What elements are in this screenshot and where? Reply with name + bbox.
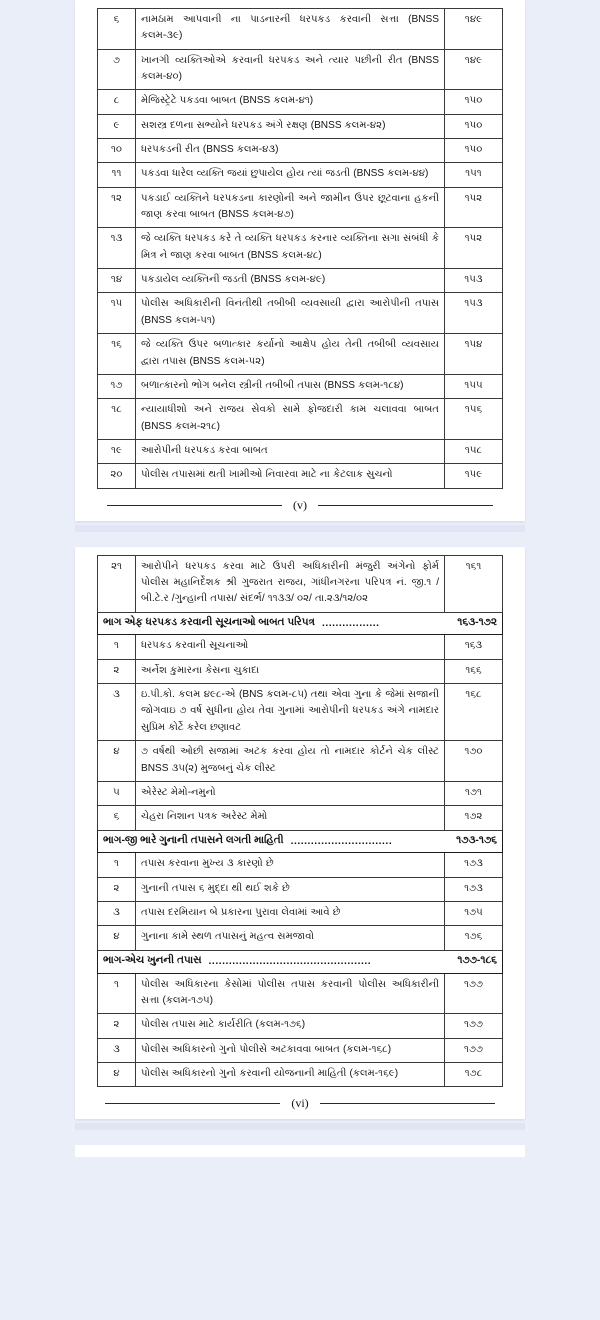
row-page-number: ૧૪૯ [445,49,503,90]
row-page-number: ૧૭૬ [445,926,503,950]
folio-rule-left [107,505,282,506]
row-page-number: ૧૫૫ [445,374,503,398]
row-page-number: ૧૭૭ [445,973,503,1014]
row-serial: ૨ [98,1014,136,1038]
section-header-line [103,615,497,632]
page-separator-band [75,525,525,532]
row-page-number: ૧૫૪ [445,334,503,375]
folio-rule-left [105,1103,280,1104]
document-page-vi [75,547,525,1120]
row-title: પોલીસ તપાસ માટે કાર્યરીતિ (કલમ-૧૭૬) [136,1014,445,1038]
table-row [98,374,503,398]
page-folio [97,1096,503,1111]
row-serial: ૧ [98,853,136,877]
index-table-page-vi [97,555,503,1088]
row-page-number: ૧૫૧ [445,163,503,187]
section-label: ભાગ-એચ ખુનની તપાસ [103,954,202,966]
page-separator [0,525,600,547]
table-row [98,659,503,683]
table-row [98,334,503,375]
folio-number: (v) [293,497,307,512]
row-page-number: ૧૫૦ [445,114,503,138]
row-title: પોલીસ અધિકારીની વિનંતીથી તબીબી વ્યવસાયી દ્વારા આરોપીની તપાસ (BNSS કલમ-૫૧) [136,293,445,334]
index-table-body [98,9,503,489]
row-page-number: ૧૭૩ [445,877,503,901]
row-page-number: ૧૫૩ [445,293,503,334]
row-page-number: ૧૭૩ [445,853,503,877]
index-table-body [98,555,503,1087]
row-serial: ૫ [98,781,136,805]
row-page-number: ૧૭૧ [445,781,503,805]
row-page-number: ૧૬૩ [445,635,503,659]
row-title: મેજિસ્ટ્રેટે પકડવા બાબત (BNSS કલમ-૪૧) [136,90,445,114]
row-title: અર્નેશ કુમારના કેસના ચુકાદા [136,659,445,683]
table-row [98,464,503,488]
row-page-number: ૧૫૬ [445,399,503,440]
page-folio [97,498,503,513]
row-page-number: ૧૭૮ [445,1062,503,1086]
row-serial: ૧૮ [98,399,136,440]
row-title: તપાસ કરવાના મુખ્ય ૩ કારણો છે [136,853,445,877]
row-title: ગુનાની તપાસ ૬ મુદ્દા થી થઈ શકે છે [136,877,445,901]
table-row [98,269,503,293]
page-separator [0,1123,600,1145]
row-serial: ૧૭ [98,374,136,398]
table-row [98,684,503,741]
folio-rule-right [318,505,493,506]
section-label: ભાગ એફ ધરપકડ કરવાની સૂચનાઓ બાબત પરિપત્ર [103,616,315,628]
row-title: ધરપકડ કરવાની સૂચનાઓ [136,635,445,659]
row-serial: ૧૬ [98,334,136,375]
row-title: પોલીસ અધિકારનો ગુનો કરવાની યોજનાની માહિતી (કલમ-૧૬૯) [136,1062,445,1086]
row-title: પકડવા ધારેલ વ્યક્તિ જયાં છુપાયેલ હોય ત્યાં જડતી (BNSS કલમ-૪૪) [136,163,445,187]
document-page-v [75,0,525,521]
table-row [98,114,503,138]
row-title: એરેસ્ટ મેમો-નમુનો [136,781,445,805]
row-page-number: ૧૭૨ [445,806,503,830]
row-title: ગુનાના કામે સ્થળ તપાસનું મહત્વ સમજાવો [136,926,445,950]
row-title: ન્યાયાધીશો અને રાજય સેવકો સામે ફોજદારી કામ ચલાવવા બાબત (BNSS કલમ-૨૧૮) [136,399,445,440]
index-table-page-v [97,8,503,489]
row-serial: ૪ [98,926,136,950]
row-serial: ૧૫ [98,293,136,334]
row-title: આરોપીની ધરપકડ કરવા બાબત [136,439,445,463]
row-serial: ૨ [98,659,136,683]
row-title: ચેહરા નિશાન પત્રક અરેસ્ટ મેમો [136,806,445,830]
row-serial: ૧ [98,635,136,659]
row-page-number: ૧૬૬ [445,659,503,683]
row-serial: ૨૦ [98,464,136,488]
row-page-number: ૧૫૦ [445,90,503,114]
row-serial: ૧૨ [98,187,136,228]
row-title: પકડાયેલ વ્યક્તિની જડતી (BNSS કલમ-૪૯) [136,269,445,293]
section-header-cell [98,950,503,973]
row-page-number: ૧૫૨ [445,228,503,269]
table-row [98,781,503,805]
table-row [98,926,503,950]
row-page-number: ૧૫૨ [445,187,503,228]
table-row [98,1014,503,1038]
section-header-cell [98,830,503,853]
row-serial: ૧૧ [98,163,136,187]
section-dot-leader: ................. [321,617,380,629]
row-page-number: ૧૫૦ [445,139,503,163]
row-serial: ૨ [98,877,136,901]
section-header-line [103,953,497,970]
table-row [98,90,503,114]
table-row [98,1062,503,1086]
section-page-range: ૧૬૩-૧૭૨ [457,616,497,628]
row-page-number: ૧૫૮ [445,439,503,463]
row-serial: ૩ [98,1038,136,1062]
row-title: પકડાઈ વ્યક્તિને ધરપકડના કારણોની અને જામીન ઉપર છૂટવાના હકની જાણ કરવા બાબત (BNSS કલમ-૪૭) [136,187,445,228]
section-header-row [98,830,503,853]
table-row [98,635,503,659]
row-serial: ૪ [98,741,136,782]
row-title: પોલીસ તપાસમાં થતી ખામીઓ નિવારવા માટે ના કેટલાક સુચનો [136,464,445,488]
row-title: ખાનગી વ્યક્તિઓએ કરવાની ધરપકડ અને ત્યાર પછીની રીત (BNSS કલમ-૪૦) [136,49,445,90]
section-page-range: ૧૭૩-૧૭૬ [456,834,497,846]
table-row [98,973,503,1014]
table-row [98,853,503,877]
row-title: ઇ.પી.કો. કલમ ૪૯૮-એ (BNS કલમ-૮૫) તથા એવા ગુના કે જેમાં સજાની જોગવાઇ ૭ વર્ષ સુધીના હોય તેવા ગુનામાં આરોપીની ધરપકડ અંગે નામદાર સુપ્રિમ કોર્ટે કરેલ છણાવટ [136,684,445,741]
row-page-number: ૧૭૦ [445,741,503,782]
row-serial: ૬ [98,806,136,830]
document-page-next-partial [75,1145,525,1157]
section-page-range: ૧૭૭-૧૮૬ [457,954,497,966]
table-row [98,9,503,50]
folio-number: (vi) [291,1096,309,1111]
table-row [98,439,503,463]
row-title: પોલીસ અધિકારનો ગુનો પોલીસે અટકાવવા બાબત (કલમ-૧૬૮) [136,1038,445,1062]
row-title: જે વ્યક્તિ ધરપકડ કરે તે વ્યક્તિ ધરપકડ કરનાર વ્યક્તિના સગા સંબંધી કે મિત્ર ને જાણ કરવા બાબત (BNSS કલમ-૪૮) [136,228,445,269]
row-title: ૭ વર્ષથી ઓછી સજામાં અટક કરવા હોય તો નામદાર કોર્ટને ચેક લીસ્ટ BNSS ૩૫(૨) મુજબનું ચેક લીસ્ટ [136,741,445,782]
table-row [98,877,503,901]
section-label: ભાગ-જી ભારે ગુનાની તપાસને લગતી માહિતી [103,834,284,846]
table-row [98,399,503,440]
row-page-number: ૧૬૧ [445,555,503,612]
row-title: ધરપકડની રીત (BNSS કલમ-૪૩) [136,139,445,163]
row-page-number: ૧૭૫ [445,902,503,926]
row-serial: ૧૦ [98,139,136,163]
folio-rule-right [320,1103,495,1104]
row-page-number: ૧૭૭ [445,1014,503,1038]
row-serial: ૧૯ [98,439,136,463]
row-serial: ૪ [98,1062,136,1086]
section-header-row [98,950,503,973]
table-row [98,555,503,612]
row-serial: ૧૩ [98,228,136,269]
table-row [98,806,503,830]
page-separator-band [75,1123,525,1130]
row-serial: ૧ [98,973,136,1014]
table-row [98,902,503,926]
table-row [98,741,503,782]
row-title: તપાસ દરમિયાન બે પ્રકારના પુરાવા લેવામાં આવે છે [136,902,445,926]
section-header-line [103,833,497,850]
row-serial: ૩ [98,902,136,926]
row-page-number: ૧૫૯ [445,464,503,488]
section-header-row [98,612,503,635]
row-page-number: ૧૪૯ [445,9,503,50]
row-title: સશસ્ત્ર દળના સભ્યોને ધરપકડ અંગે રક્ષણ (BNSS કલમ-૪૨) [136,114,445,138]
table-row [98,293,503,334]
section-dot-leader: ................................................ [208,955,372,967]
row-title: નામઠામ આપવાની ના પાડનારની ધરપકડ કરવાની સત્તા (BNSS કલમ-૩૯) [136,9,445,50]
row-serial: ૨૧ [98,555,136,612]
section-header-cell [98,612,503,635]
table-row [98,1038,503,1062]
row-title: બળાત્કારનો ભોગ બનેલ સ્ત્રીની તબીબી તપાસ (BNSS કલમ-૧૮૪) [136,374,445,398]
row-title: આરોપીને ધરપકડ કરવા માટે ઉપરી અધિકારીની મંજુરી અંગેનો ફોર્મ પોલીસ મહાનિર્દેશક શ્રી ગુજરાત રાજય, ગાંધીનગરના પરિપત્ર નં. જી.૧ / બી.ટે.ર /ગુન્હાની તપાસ/ સંદર્ભ/ ૧૧૩૩/ ૦૨/ તા.૨૩/૧૨/૦૨ [136,555,445,612]
table-row [98,163,503,187]
row-title: જે વ્યક્તિ ઉપર બળાત્કાર કર્યાનો આક્ષેપ હોય તેની તબીબી વ્યવસાય દ્વારા તપાસ (BNSS કલમ-૫૨) [136,334,445,375]
table-row [98,187,503,228]
row-serial: ૩ [98,684,136,741]
row-page-number: ૧૫૩ [445,269,503,293]
table-row [98,49,503,90]
row-title: પોલીસ અધિકારના કેસોમાં પોલીસ તપાસ કરવાની પોલીસ અધિકારીની સત્તા (કલમ-૧૭૫) [136,973,445,1014]
row-serial: ૯ [98,114,136,138]
table-row [98,139,503,163]
row-serial: ૬ [98,9,136,50]
section-dot-leader: .............................. [290,835,393,847]
row-page-number: ૧૬૮ [445,684,503,741]
row-serial: ૭ [98,49,136,90]
table-row [98,228,503,269]
row-serial: ૧૪ [98,269,136,293]
row-serial: ૮ [98,90,136,114]
row-page-number: ૧૭૭ [445,1038,503,1062]
